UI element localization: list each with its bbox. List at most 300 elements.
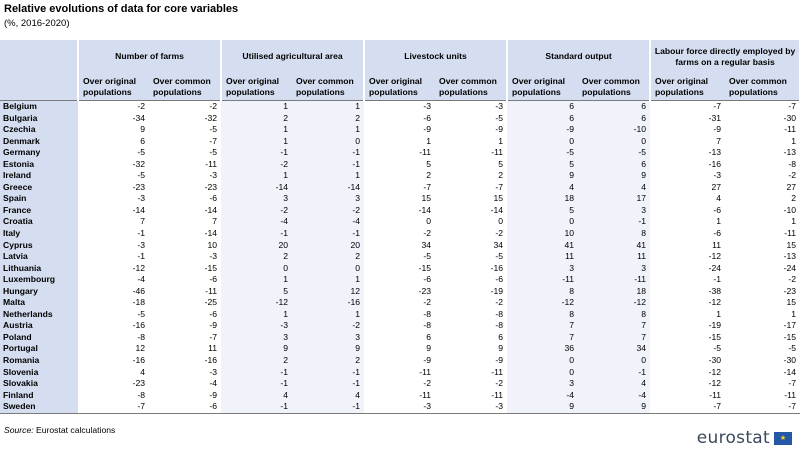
table-cell: -14: [149, 228, 221, 240]
table-cell: -5: [78, 170, 149, 182]
table-cell: 6: [507, 101, 578, 113]
table-cell: -2: [725, 170, 800, 182]
table-cell: -2: [364, 297, 435, 309]
table-cell: 2: [292, 355, 364, 367]
table-cell: -23: [78, 378, 149, 390]
table-cell: 1: [650, 309, 725, 321]
table-cell: -1: [292, 401, 364, 413]
table-cell: -1: [78, 251, 149, 263]
table-cell: 9: [435, 343, 507, 355]
table-cell: -3: [435, 101, 507, 113]
table-cell: 2: [221, 251, 292, 263]
table-cell: 5: [364, 159, 435, 171]
table-row: [0, 113, 800, 125]
table-cell: -11: [364, 390, 435, 402]
table-cell: -11: [435, 147, 507, 159]
table-cell: -8: [435, 320, 507, 332]
table-cell: 8: [507, 286, 578, 298]
table-cell: 3: [578, 263, 650, 275]
table-row: [0, 251, 800, 263]
table-cell: -12: [650, 297, 725, 309]
table-row: [0, 124, 800, 136]
table-cell: 3: [292, 332, 364, 344]
table-cell: -3: [364, 101, 435, 113]
table-cell: -5: [149, 147, 221, 159]
table-row: [0, 286, 800, 298]
subheader-common: Over common populations: [149, 73, 221, 101]
table-cell: 6: [507, 113, 578, 125]
row-country: Cyprus: [0, 240, 78, 252]
table-cell: 1: [221, 170, 292, 182]
table-cell: -8: [78, 390, 149, 402]
table-cell: -2: [435, 228, 507, 240]
table-cell: -12: [578, 297, 650, 309]
table-cell: 9: [364, 343, 435, 355]
table-cell: -31: [650, 113, 725, 125]
table-cell: -3: [364, 401, 435, 413]
table-cell: -3: [149, 251, 221, 263]
table-cell: -23: [78, 182, 149, 194]
table-cell: 15: [435, 193, 507, 205]
table-cell: 10: [507, 228, 578, 240]
table-cell: -3: [221, 320, 292, 332]
table-cell: 9: [507, 401, 578, 413]
table-cell: 1: [292, 170, 364, 182]
table-cell: 2: [292, 251, 364, 263]
subheader-common: Over common populations: [578, 73, 650, 101]
table-row: [0, 401, 800, 413]
subheader-common: Over common populations: [292, 73, 364, 101]
table-cell: -6: [364, 274, 435, 286]
table-cell: 0: [578, 136, 650, 148]
table-cell: -2: [725, 274, 800, 286]
table-cell: -8: [364, 309, 435, 321]
table-cell: 4: [221, 390, 292, 402]
table-cell: -30: [650, 355, 725, 367]
table-cell: 9: [507, 170, 578, 182]
table-cell: -12: [650, 251, 725, 263]
table-cell: -6: [364, 113, 435, 125]
table-cell: 7: [507, 332, 578, 344]
table-row: [0, 332, 800, 344]
table-cell: -7: [725, 401, 800, 413]
table-cell: -6: [435, 274, 507, 286]
table-row: [0, 263, 800, 275]
table-body: [0, 101, 800, 414]
table-cell: -1: [221, 378, 292, 390]
table-cell: -1: [221, 367, 292, 379]
table-cell: -16: [149, 355, 221, 367]
table-cell: 10: [149, 240, 221, 252]
row-country: Poland: [0, 332, 78, 344]
table-cell: 5: [507, 159, 578, 171]
table-cell: -11: [435, 367, 507, 379]
table-cell: 0: [364, 216, 435, 228]
subheader-original: Over original populations: [78, 73, 149, 101]
table-cell: -11: [364, 147, 435, 159]
table-row: [0, 274, 800, 286]
table-cell: -7: [149, 136, 221, 148]
table-cell: 0: [578, 355, 650, 367]
table-cell: 36: [507, 343, 578, 355]
table-cell: -9: [149, 390, 221, 402]
table-row: [0, 378, 800, 390]
table-row: [0, 205, 800, 217]
table-cell: 2: [435, 170, 507, 182]
table-cell: 12: [292, 286, 364, 298]
table-cell: -11: [507, 274, 578, 286]
subheader-common: Over common populations: [725, 73, 800, 101]
table-cell: 1: [221, 136, 292, 148]
row-country: Czechia: [0, 124, 78, 136]
table-cell: -1: [221, 147, 292, 159]
table-cell: 0: [507, 216, 578, 228]
table-cell: -1: [578, 367, 650, 379]
table-cell: 0: [292, 263, 364, 275]
table-cell: 15: [364, 193, 435, 205]
table-cell: -18: [78, 297, 149, 309]
table-cell: -2: [221, 205, 292, 217]
table-row: [0, 170, 800, 182]
table-cell: -13: [725, 251, 800, 263]
table-cell: -24: [650, 263, 725, 275]
row-country: Austria: [0, 320, 78, 332]
table-row: [0, 367, 800, 379]
source-text: Eurostat calculations: [36, 425, 116, 435]
table-cell: 1: [292, 124, 364, 136]
table-cell: 6: [578, 113, 650, 125]
row-country: Croatia: [0, 216, 78, 228]
eurostat-logo: [697, 428, 792, 448]
row-country: Estonia: [0, 159, 78, 171]
table-cell: -16: [292, 297, 364, 309]
subheader-original: Over original populations: [364, 73, 435, 101]
table-cell: -11: [725, 390, 800, 402]
table-cell: -23: [149, 182, 221, 194]
table-cell: -5: [507, 147, 578, 159]
table-cell: -5: [364, 251, 435, 263]
table-cell: 1: [221, 309, 292, 321]
logo-text: eurostat: [696, 428, 770, 448]
table-cell: -14: [149, 205, 221, 217]
table-cell: 34: [578, 343, 650, 355]
table-cell: -6: [149, 274, 221, 286]
table-cell: 9: [578, 401, 650, 413]
table-cell: -7: [725, 378, 800, 390]
table-cell: 1: [221, 124, 292, 136]
table-cell: -34: [78, 113, 149, 125]
row-country: Lithuania: [0, 263, 78, 275]
table-cell: 12: [78, 343, 149, 355]
table-cell: 20: [292, 240, 364, 252]
table-cell: -1: [292, 378, 364, 390]
table-cell: -3: [149, 170, 221, 182]
table-row: [0, 216, 800, 228]
table-cell: -2: [221, 159, 292, 171]
table-row: [0, 101, 800, 113]
table-cell: -1: [578, 216, 650, 228]
header-corner: [0, 40, 78, 101]
table-cell: -3: [435, 401, 507, 413]
table-cell: -6: [650, 205, 725, 217]
table-cell: -4: [292, 216, 364, 228]
table-title: Relative evolutions of data for core variables: [4, 3, 239, 15]
table-cell: -2: [364, 378, 435, 390]
group-header-uaa: Utilised agricultural area: [221, 40, 364, 73]
table-cell: -7: [650, 101, 725, 113]
table-row: [0, 147, 800, 159]
table-cell: 7: [578, 320, 650, 332]
table-cell: -3: [78, 240, 149, 252]
table-cell: -11: [650, 390, 725, 402]
table-cell: -32: [149, 113, 221, 125]
table-cell: 0: [507, 367, 578, 379]
table-cell: 41: [578, 240, 650, 252]
table-subtitle: (%, 2016-2020): [4, 18, 70, 29]
table-cell: -1: [292, 147, 364, 159]
table-cell: -5: [435, 251, 507, 263]
table-cell: 4: [650, 193, 725, 205]
row-country: Slovenia: [0, 367, 78, 379]
table-cell: -15: [725, 332, 800, 344]
table-cell: -1: [292, 228, 364, 240]
table-cell: -3: [149, 367, 221, 379]
data-table: [0, 40, 800, 414]
table-cell: -11: [725, 124, 800, 136]
table-cell: 4: [78, 367, 149, 379]
table-row: [0, 320, 800, 332]
table-cell: 3: [292, 193, 364, 205]
eu-flag-icon: ★: [774, 432, 792, 445]
table-cell: -7: [725, 101, 800, 113]
table-cell: -6: [149, 193, 221, 205]
table-cell: -2: [364, 228, 435, 240]
row-country: Belgium: [0, 101, 78, 113]
table-cell: -14: [78, 205, 149, 217]
table-cell: -4: [78, 274, 149, 286]
table-cell: -11: [725, 228, 800, 240]
table-cell: 1: [725, 216, 800, 228]
row-country: Hungary: [0, 286, 78, 298]
subheader-common: Over common populations: [435, 73, 507, 101]
table-cell: 11: [578, 251, 650, 263]
table-cell: -10: [578, 124, 650, 136]
table-cell: -23: [364, 286, 435, 298]
table-cell: 1: [292, 274, 364, 286]
table-cell: -2: [149, 101, 221, 113]
table-cell: 2: [725, 193, 800, 205]
table-cell: 3: [507, 263, 578, 275]
table-cell: -19: [650, 320, 725, 332]
group-header-farms: Number of farms: [78, 40, 221, 73]
table-cell: -1: [650, 274, 725, 286]
table-cell: -7: [435, 182, 507, 194]
row-country: Slovakia: [0, 378, 78, 390]
table-cell: -14: [725, 367, 800, 379]
table-cell: 1: [292, 101, 364, 113]
table-cell: -8: [725, 159, 800, 171]
table-row: [0, 159, 800, 171]
table-cell: 8: [578, 228, 650, 240]
table-cell: -4: [149, 378, 221, 390]
table-cell: -11: [578, 274, 650, 286]
table-cell: -7: [364, 182, 435, 194]
row-country: Greece: [0, 182, 78, 194]
table-row: [0, 390, 800, 402]
table-cell: -23: [725, 286, 800, 298]
table-cell: -12: [221, 297, 292, 309]
row-country: Ireland: [0, 170, 78, 182]
row-country: Luxembourg: [0, 274, 78, 286]
table-cell: -5: [435, 113, 507, 125]
table-cell: -2: [435, 378, 507, 390]
table-cell: -15: [149, 263, 221, 275]
table-cell: -24: [725, 263, 800, 275]
table-row: [0, 228, 800, 240]
row-country: Malta: [0, 297, 78, 309]
subheader-original: Over original populations: [507, 73, 578, 101]
table-cell: -6: [149, 401, 221, 413]
table-cell: -2: [292, 320, 364, 332]
row-country: Denmark: [0, 136, 78, 148]
table-cell: 4: [292, 390, 364, 402]
table-cell: 20: [221, 240, 292, 252]
table-cell: -2: [292, 205, 364, 217]
table-cell: 7: [578, 332, 650, 344]
table-cell: 17: [578, 193, 650, 205]
table-cell: -9: [364, 124, 435, 136]
table-cell: -32: [78, 159, 149, 171]
table-row: [0, 355, 800, 367]
table-row: [0, 297, 800, 309]
table-row: [0, 182, 800, 194]
table-cell: 6: [435, 332, 507, 344]
table-cell: 8: [507, 309, 578, 321]
table-cell: 4: [507, 182, 578, 194]
table-cell: -1: [292, 367, 364, 379]
table-cell: 1: [364, 136, 435, 148]
table-cell: 1: [725, 309, 800, 321]
table-cell: -4: [507, 390, 578, 402]
table-cell: 34: [435, 240, 507, 252]
table-cell: 0: [507, 136, 578, 148]
table-cell: 34: [364, 240, 435, 252]
table-cell: 0: [292, 136, 364, 148]
table-cell: -9: [650, 124, 725, 136]
table-cell: 9: [221, 343, 292, 355]
table-cell: -38: [650, 286, 725, 298]
table-cell: -14: [364, 205, 435, 217]
table-cell: 1: [221, 274, 292, 286]
table-cell: 9: [78, 124, 149, 136]
table-cell: -13: [725, 147, 800, 159]
table-cell: 3: [221, 332, 292, 344]
table-cell: 2: [364, 170, 435, 182]
table-cell: -6: [650, 228, 725, 240]
table-cell: 7: [507, 320, 578, 332]
table-cell: -15: [650, 332, 725, 344]
table-cell: -9: [149, 320, 221, 332]
table-cell: -16: [650, 159, 725, 171]
table-cell: -16: [78, 320, 149, 332]
table-cell: 3: [221, 193, 292, 205]
table-cell: 27: [650, 182, 725, 194]
table-cell: 3: [507, 378, 578, 390]
table-cell: 5: [507, 205, 578, 217]
table-cell: -9: [364, 355, 435, 367]
table-cell: -8: [364, 320, 435, 332]
subheader-original: Over original populations: [650, 73, 725, 101]
table-cell: 6: [78, 136, 149, 148]
table-cell: 9: [578, 170, 650, 182]
table-cell: -1: [78, 228, 149, 240]
table-cell: -3: [650, 170, 725, 182]
table-cell: 4: [578, 182, 650, 194]
table-cell: -16: [78, 355, 149, 367]
table-cell: -14: [292, 182, 364, 194]
table-cell: -5: [578, 147, 650, 159]
table-cell: 7: [149, 216, 221, 228]
row-country: Spain: [0, 193, 78, 205]
table-cell: -25: [149, 297, 221, 309]
table-cell: -16: [435, 263, 507, 275]
table-cell: 18: [507, 193, 578, 205]
table-cell: -12: [650, 378, 725, 390]
table-row: [0, 309, 800, 321]
table-cell: -3: [78, 193, 149, 205]
table-cell: -7: [78, 401, 149, 413]
table-cell: 2: [221, 355, 292, 367]
table-cell: -5: [725, 343, 800, 355]
row-country: Italy: [0, 228, 78, 240]
table-cell: 1: [221, 101, 292, 113]
table-cell: 6: [364, 332, 435, 344]
table-cell: -8: [78, 332, 149, 344]
table-cell: 0: [221, 263, 292, 275]
table-cell: 0: [507, 355, 578, 367]
table-cell: -12: [650, 367, 725, 379]
row-country: Germany: [0, 147, 78, 159]
table-cell: -46: [78, 286, 149, 298]
row-country: Sweden: [0, 401, 78, 413]
table-cell: -30: [725, 355, 800, 367]
table-row: [0, 240, 800, 252]
table-cell: 11: [650, 240, 725, 252]
table-cell: -5: [78, 309, 149, 321]
table-cell: -5: [650, 343, 725, 355]
table-cell: 2: [292, 113, 364, 125]
table-cell: -7: [149, 332, 221, 344]
table-cell: 1: [650, 216, 725, 228]
table-cell: 1: [292, 309, 364, 321]
table-cell: 11: [507, 251, 578, 263]
table-cell: 15: [725, 297, 800, 309]
table-cell: 6: [578, 101, 650, 113]
row-country: Finland: [0, 390, 78, 402]
table-cell: -9: [507, 124, 578, 136]
table-cell: -2: [435, 297, 507, 309]
row-country: Latvia: [0, 251, 78, 263]
table-cell: -11: [149, 159, 221, 171]
table-row: [0, 193, 800, 205]
table-row: [0, 343, 800, 355]
table-cell: -19: [435, 286, 507, 298]
table-cell: -7: [650, 401, 725, 413]
table-cell: 27: [725, 182, 800, 194]
table-cell: 15: [725, 240, 800, 252]
table-cell: 7: [78, 216, 149, 228]
table-cell: 1: [435, 136, 507, 148]
